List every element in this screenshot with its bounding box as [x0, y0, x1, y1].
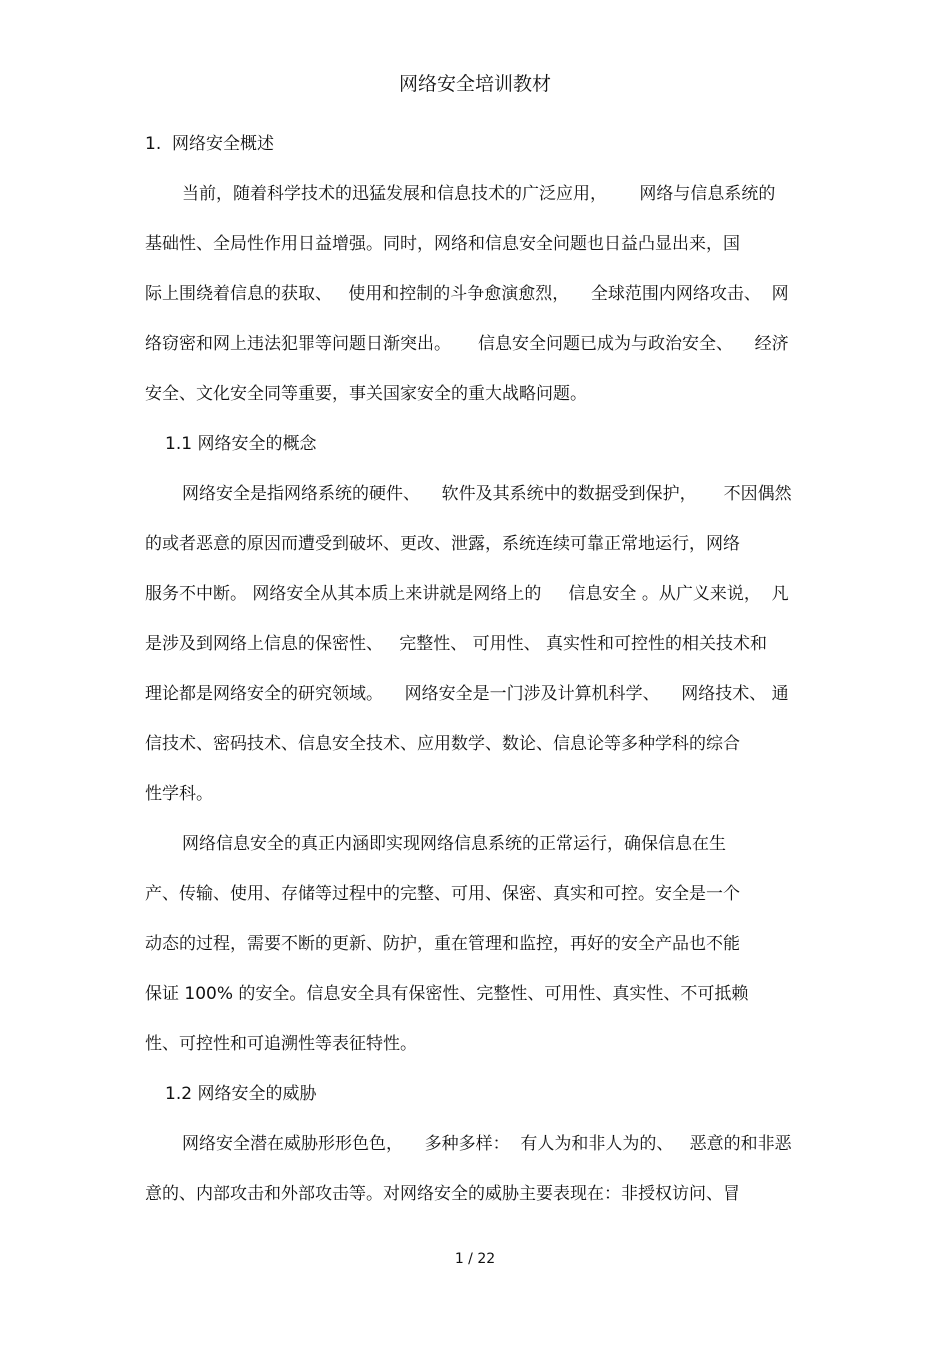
paragraph-line: 网络安全潜在威胁形形色色， 多种多样： 有人为和非人为的、 恶意的和非恶 [182, 1134, 792, 1154]
paragraph-line: 络窃密和网上违法犯罪等问题日渐突出。 信息安全问题已成为与政治安全、 经济 [145, 334, 789, 354]
paragraph-line: 际上围绕着信息的获取、 使用和控制的斗争愈演愈烈， 全球范围内网络攻击、 网 [145, 284, 789, 304]
paragraph-line: 理论都是网络安全的研究领域。 网络安全是一门涉及计算机科学、 网络技术、 通 [145, 684, 789, 704]
paragraph-line: 当前，随着科学技术的迅猛发展和信息技术的广泛应用， 网络与信息系统的 [182, 184, 776, 204]
paragraph-line: 的或者恶意的原因而遭受到破坏、更改、泄露，系统连续可靠正常地运行，网络 [145, 534, 740, 554]
paragraph-line: 保证 100% 的安全。信息安全具有保密性、完整性、可用性、真实性、不可抵赖 [145, 984, 749, 1004]
paragraph-line: 服务不中断。 网络安全从其本质上来讲就是网络上的 信息安全 。从广义来说， 凡 [145, 584, 789, 604]
paragraph-line: 网络信息安全的真正内涵即实现网络信息系统的正常运行，确保信息在生 [182, 834, 726, 854]
paragraph-line: 意的、内部攻击和外部攻击等。对网络安全的威胁主要表现在：非授权访问、冒 [145, 1184, 740, 1204]
paragraph-line: 是涉及到网络上信息的保密性、 完整性、 可用性、 真实性和可控性的相关技术和 [145, 634, 768, 654]
paragraph-line: 信技术、密码技术、信息安全技术、应用数学、数论、信息论等多种学科的综合 [145, 734, 740, 754]
paragraph-line: 性、可控性和可追溯性等表征特性。 [145, 1034, 417, 1054]
section-heading-1: 1. 网络安全概述 [145, 134, 275, 154]
paragraph-line: 性学科。 [145, 784, 213, 804]
paragraph-line: 网络安全是指网络系统的硬件、 软件及其系统中的数据受到保护， 不因偶然 [182, 484, 792, 504]
section-heading-1-2: 1.2 网络安全的威胁 [165, 1084, 317, 1104]
section-heading-1-1: 1.1 网络安全的概念 [165, 434, 317, 454]
page-number: 1 / 22 [454, 1251, 496, 1267]
paragraph-line: 产、传输、使用、存储等过程中的完整、可用、保密、真实和可控。安全是一个 [145, 884, 740, 904]
paragraph-line: 安全、文化安全同等重要，事关国家安全的重大战略问题。 [145, 384, 587, 404]
paragraph-line: 基础性、全局性作用日益增强。同时，网络和信息安全问题也日益凸显出来，国 [145, 234, 740, 254]
document-title: 网络安全培训教材 [398, 73, 551, 95]
paragraph-line: 动态的过程，需要不断的更新、防护，重在管理和监控，再好的安全产品也不能 [145, 934, 740, 954]
